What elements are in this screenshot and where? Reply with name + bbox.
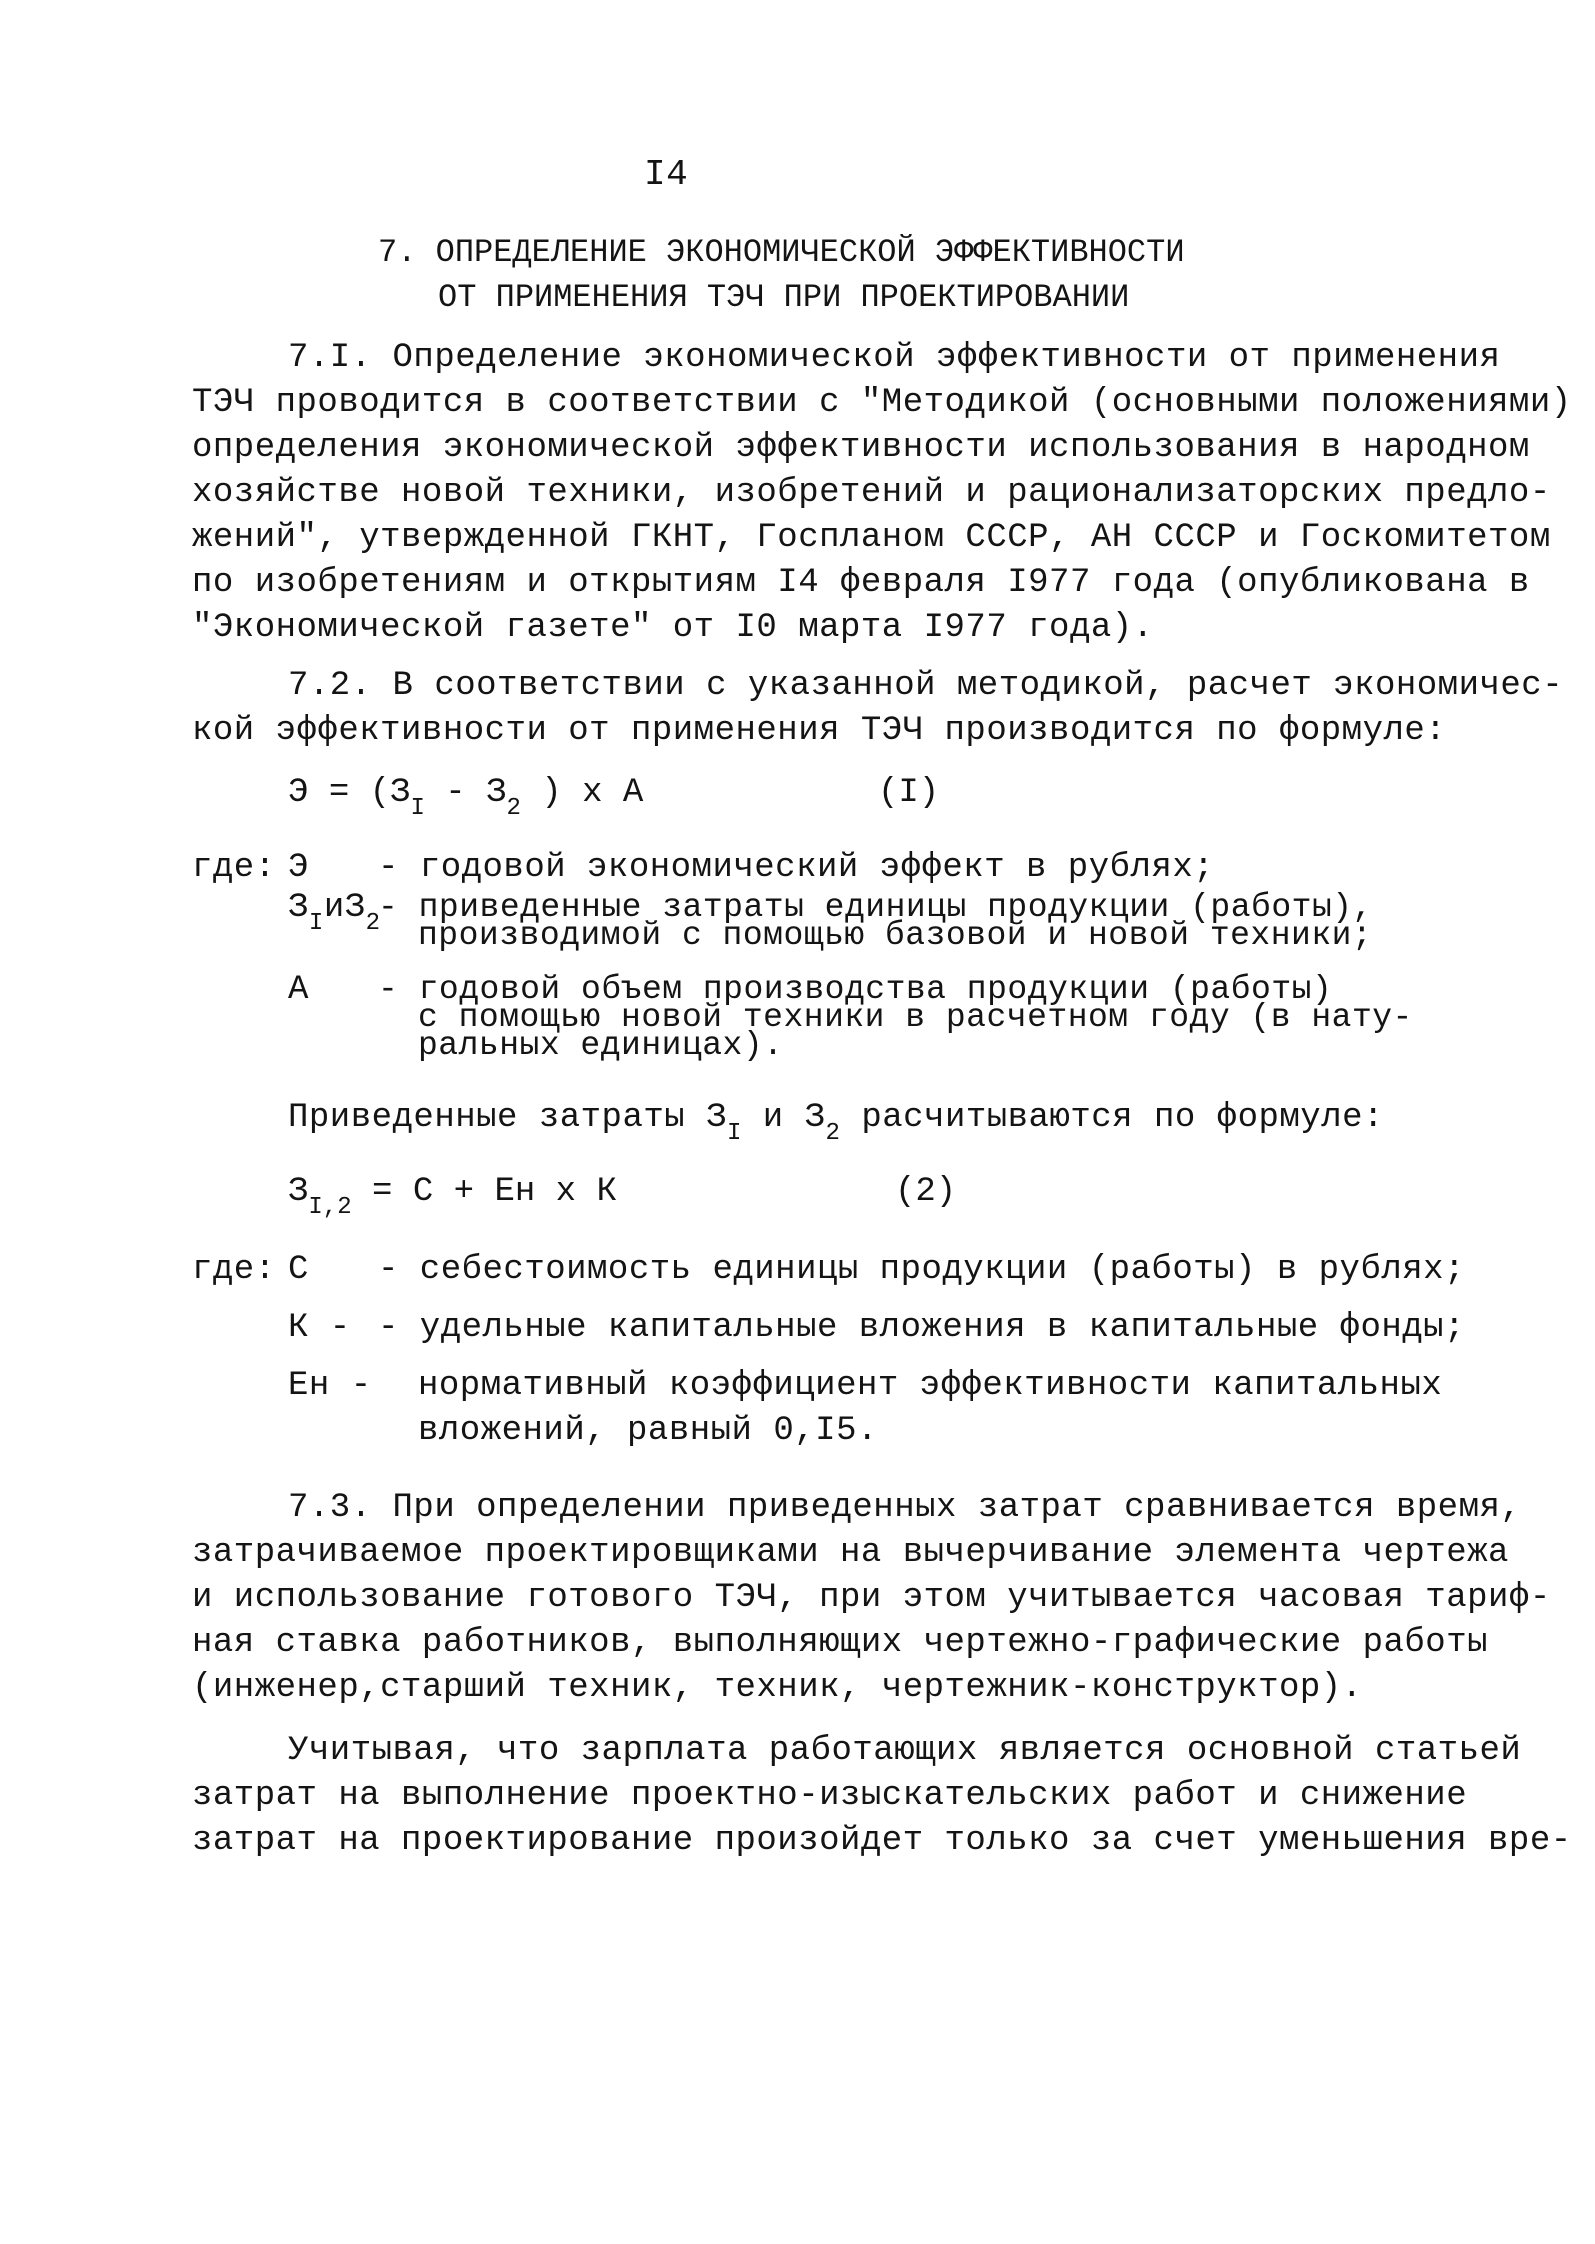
paragraph-7-3-line: затрачиваемое проектировщиками на вычерчивание элемента чертежа (192, 1534, 1509, 1572)
legend-2-k-symbol: К - (288, 1309, 351, 1347)
formula-2: $З_{I,2} = С$ + Ен х К (288, 1173, 617, 1222)
paragraph-7-3-line: 7.3. При определении приведенных затрат сравнивается время, (288, 1489, 1522, 1527)
legend-2-en-description: нормативный коэффициент эффективности капитальных (418, 1367, 1443, 1405)
legend-2-c-symbol: С (288, 1251, 309, 1289)
paragraph-7-3-line: ная ставка работников, выполняющих чертежно-графические работы (192, 1624, 1489, 1662)
formula-2-number: (2) (895, 1173, 957, 1211)
legend-1-a-description: - годовой объем производства продукции (работы) (378, 971, 1333, 1008)
paragraph-7-2-line: кой эффективности от применения ТЭЧ производится по формуле: (192, 712, 1447, 750)
formula-1-minus: - (445, 774, 466, 812)
legend-1-z-description: производимой с помощью базовой и новой техники; (418, 917, 1373, 954)
paragraph-7-1-line: ТЭЧ проводится в соответствии с "Методикой (основными положениями) (192, 384, 1572, 422)
legend-1-where: где: (192, 849, 276, 887)
paragraph-final-line: затрат на проектирование произойдет только за счет уменьшения вре- (192, 1822, 1572, 1860)
paragraph-7-1-line: хозяйстве новой техники, изобретений и рационализаторских предло- (192, 474, 1551, 512)
formula-2-intro: Приведенные затраты $З_I$ и $З_2$ расчитываются по формуле: (288, 1099, 1384, 1148)
formula-1-times: х (582, 774, 603, 812)
legend-1-a-symbol: А (288, 971, 309, 1009)
formula-1-close: ) (541, 774, 562, 812)
legend-2-k-description: - удельные капитальные вложения в капитальные фонды; (378, 1309, 1465, 1347)
formula-1-eq: = (328, 774, 350, 812)
formula-1 (288, 773, 644, 823)
paragraph-7-2-line: 7.2. В соответствии с указанной методикой, расчет экономичес- (288, 667, 1564, 705)
paragraph-7-3-line: (инженер,старший техник, техник, чертежник-конструктор). (192, 1669, 1363, 1707)
paragraph-7-1-line: 7.I. Определение экономической эффективности от применения (288, 339, 1501, 377)
legend-2-en-description: вложений, равный 0,I5. (418, 1412, 878, 1450)
paragraph-7-1-line: определения экономической эффективности использования в народном (192, 429, 1530, 467)
formula-1-sub1: I (410, 795, 425, 823)
legend-1-z-symbol: $З_IиЗ_2$ (288, 889, 381, 938)
legend-1-e-description: - годовой экономический эффект в рублях; (378, 849, 1215, 887)
formula-1-number: (I) (878, 774, 940, 812)
paragraph-7-1-line: "Экономической газете" от I0 марта I977 года). (192, 609, 1154, 647)
section-title-line-1: 7. ОПРЕДЕЛЕНИЕ ЭКОНОМИЧЕСКОЙ ЭФФЕКТИВНОСТИ (378, 234, 1185, 271)
legend-1-a-description: ральных единицах). (418, 1027, 784, 1064)
legend-2-where: где: (192, 1251, 276, 1289)
paragraph-7-1-line: жений", утвержденной ГКНТ, Госпланом СССР, АН СССР и Госкомитетом (192, 519, 1551, 557)
paragraph-final-line: затрат на выполнение проектно-изыскательских работ и снижение (192, 1777, 1468, 1815)
legend-2-en-symbol: Ен - (288, 1367, 372, 1405)
page-number: I4 (644, 154, 689, 195)
legend-1-a-description: с помощью новой техники в расчетном году (в нату- (418, 999, 1413, 1036)
formula-1-a: А (622, 774, 644, 812)
formula-1-sub2: 2 (506, 795, 521, 823)
legend-1-e-symbol: Э (288, 849, 309, 887)
formula-1-z1: З (390, 774, 411, 812)
formula-1-z2: З (486, 774, 507, 812)
formula-1-open: ( (369, 774, 391, 812)
formula-1-e: Э (288, 774, 309, 812)
paragraph-final-line: Учитывая, что зарплата работающих является основной статьей (288, 1732, 1522, 1770)
legend-2-c-description: - себестоимость единицы продукции (работы) в рублях; (378, 1251, 1465, 1289)
section-title-line-2: ОТ ПРИМЕНЕНИЯ ТЭЧ ПРИ ПРОЕКТИРОВАНИИ (438, 279, 1130, 316)
legend-1-z-description: - приведенные затраты единицы продукции (работы), (378, 889, 1373, 926)
paragraph-7-1-line: по изобретениям и открытиям I4 февраля I977 года (опубликована в (192, 564, 1530, 602)
paragraph-7-3-line: и использование готового ТЭЧ, при этом учитывается часовая тариф- (192, 1579, 1551, 1617)
